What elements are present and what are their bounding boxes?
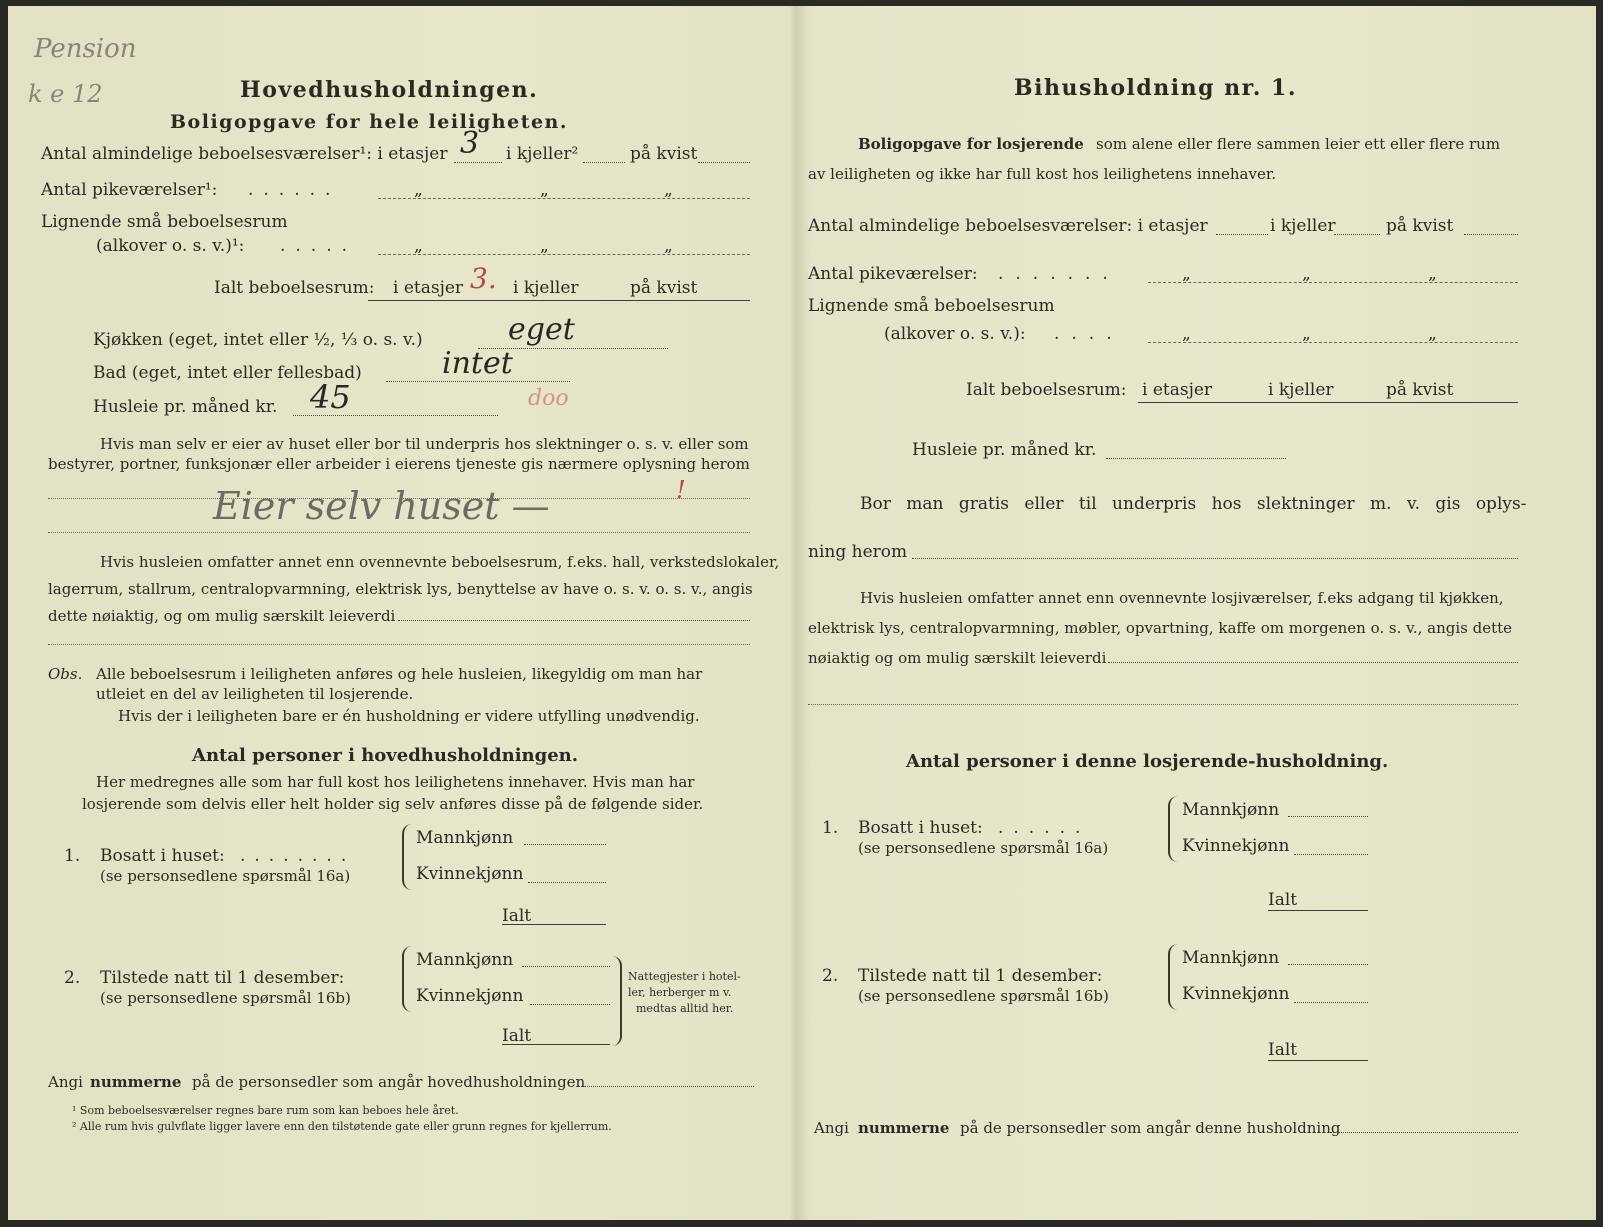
left-row1-kvist-label: på kvist bbox=[630, 144, 698, 164]
left-q1-mann: Mannkjønn bbox=[416, 828, 514, 848]
left-omfatter-line-2[interactable] bbox=[48, 644, 750, 645]
left-row3-label-a: Lignende små beboelsesrum bbox=[41, 212, 288, 232]
left-persons-2: losjerende som delvis eller helt holder sig selv anføres disse på de følgende sider. bbox=[82, 795, 704, 813]
left-q1-brace bbox=[402, 824, 412, 890]
left-omfatter-2: lagerrum, stallrum, centralopvarmning, elektrisk lys, benyttelse av have o. s. v. o. s. v., angis bbox=[48, 580, 753, 598]
left-q2-kvinne-field[interactable] bbox=[530, 1004, 610, 1005]
left-omfatter-3: dette nøiaktig, og om mulig særskilt leieverdi bbox=[48, 607, 396, 625]
right-gratis-1: Bor man gratis eller til underpris hos slektninger m. v. gis oplys- bbox=[860, 494, 1527, 514]
left-q2-num: 2. bbox=[64, 968, 81, 988]
left-eier-mark: ! bbox=[676, 476, 686, 504]
left-q1-num: 1. bbox=[64, 846, 81, 866]
left-row3-ditto-2: „ bbox=[540, 236, 549, 256]
left-subtitle: Boligopgave for hele leiligheten. bbox=[170, 111, 568, 133]
left-ialt-label: Ialt beboelsesrum: bbox=[214, 278, 375, 298]
left-eier-text-2: bestyrer, portner, funksjonær eller arbeider i eierens tjeneste gis nærmere oplysning herom bbox=[48, 455, 750, 473]
right-q2-sub: (se personsedlene spørsmål 16b) bbox=[858, 987, 1109, 1005]
left-persons-1: Her medregnes alle som har full kost hos leilighetens innehaver. Hvis man har bbox=[96, 773, 695, 791]
left-omfatter-1: Hvis husleien omfatter annet enn ovennevnte beboelsesrum, f.eks. hall, verkstedslokaler, bbox=[100, 553, 780, 571]
left-row2-field[interactable] bbox=[378, 198, 750, 199]
left-kjokken-value: eget bbox=[508, 312, 575, 347]
right-row2-ditto-3: „ bbox=[1428, 264, 1437, 284]
right-q1-brace bbox=[1168, 796, 1178, 862]
right-row1-label: Antal almindelige beboelsesværelser: i etasjer bbox=[808, 216, 1208, 236]
right-q1-mann: Mannkjønn bbox=[1182, 800, 1280, 820]
right-row3-label-b: (alkover o. s. v.): bbox=[884, 324, 1026, 344]
left-bad-field[interactable] bbox=[386, 381, 570, 382]
right-q1-kvinne-field[interactable] bbox=[1294, 854, 1368, 855]
right-ialt-underline bbox=[1138, 402, 1518, 403]
left-footnote-2: ² Alle rum hvis gulvflate ligger lavere enn den tilstøtende gate eller grunn regnes for kjellerrum. bbox=[72, 1120, 612, 1133]
right-row1-kvist-field[interactable] bbox=[1464, 234, 1518, 235]
right-row3-ditto-3: „ bbox=[1428, 324, 1437, 344]
left-row2-ditto-2: „ bbox=[540, 180, 549, 200]
left-row3-label-b: (alkover o. s. v.)¹: bbox=[96, 236, 245, 256]
left-ialt-kvist-label: på kvist bbox=[630, 278, 698, 298]
left-ialt-underline bbox=[368, 300, 750, 301]
left-row1-kjeller-label: i kjeller² bbox=[506, 144, 579, 164]
right-row2-ditto-1: „ bbox=[1182, 264, 1191, 284]
right-husleie-label: Husleie pr. måned kr. bbox=[912, 440, 1097, 460]
left-angi-field[interactable] bbox=[576, 1086, 754, 1087]
right-row2-label: Antal pikeværelser: bbox=[808, 264, 978, 284]
right-row2-ditto-2: „ bbox=[1302, 264, 1311, 284]
left-row3-field[interactable] bbox=[378, 254, 750, 255]
left-q2-label: Tilstede natt til 1 desember: bbox=[100, 968, 345, 988]
pencil-note-code: k e 12 bbox=[28, 80, 103, 108]
left-row1-etasjer-field[interactable] bbox=[454, 162, 502, 163]
right-q1-label: Bosatt i huset: bbox=[858, 818, 983, 838]
left-natt-note-2: ler, herberger m v. bbox=[628, 986, 732, 999]
left-omfatter-field[interactable] bbox=[398, 620, 750, 621]
right-row3-ditto-1: „ bbox=[1182, 324, 1191, 344]
left-ialt-etasjer-label: i etasjer bbox=[393, 278, 464, 298]
right-ialt-label: Ialt beboelsesrum: bbox=[966, 380, 1127, 400]
left-q1-leader: ........ bbox=[240, 846, 356, 866]
right-q1-leader: ...... bbox=[998, 818, 1091, 838]
left-row1-label: Antal almindelige beboelsesværelser¹: i etasjer bbox=[41, 144, 448, 164]
left-kjokken-label: Kjøkken (eget, intet eller ½, ⅓ o. s. v.) bbox=[93, 330, 423, 350]
right-omfatter-field[interactable] bbox=[1108, 662, 1518, 663]
right-q2-kvinne-field[interactable] bbox=[1294, 1002, 1368, 1003]
left-persons-title: Antal personer i hovedhusholdningen. bbox=[192, 745, 579, 766]
left-q1-mann-field[interactable] bbox=[524, 844, 606, 845]
left-row2-ditto-3: „ bbox=[664, 180, 673, 200]
left-row3-ditto-1: „ bbox=[414, 236, 423, 256]
right-omfatter-2: elektrisk lys, centralopvarmning, møbler, opvartning, kaffe om morgenen o. s. v., angis dette bbox=[808, 619, 1513, 637]
right-omfatter-line-2[interactable] bbox=[808, 704, 1518, 705]
right-angi-a: Angi bbox=[814, 1119, 849, 1137]
left-bad-value: intet bbox=[442, 346, 513, 381]
right-gratis-2: ning herom bbox=[808, 542, 908, 562]
right-q2-ialt: Ialt bbox=[1268, 1040, 1298, 1060]
right-q2-kvinne: Kvinnekjønn bbox=[1182, 984, 1290, 1004]
left-q1-sub: (se personsedlene spørsmål 16a) bbox=[100, 867, 351, 885]
right-husleie-field[interactable] bbox=[1106, 458, 1286, 459]
left-row1-etasjer-value: 3 bbox=[460, 126, 480, 161]
left-q1-kvinne: Kvinnekjønn bbox=[416, 864, 524, 884]
left-q2-brace bbox=[402, 946, 412, 1012]
left-q1-ialt: Ialt bbox=[502, 906, 532, 926]
right-row1-kjeller-label: i kjeller bbox=[1270, 216, 1336, 236]
right-angi-b: nummerne bbox=[858, 1119, 950, 1137]
left-husleie-value: 45 bbox=[310, 378, 351, 416]
left-bad-label: Bad (eget, intet eller fellesbad) bbox=[93, 363, 362, 383]
left-obs-label: Obs. bbox=[48, 665, 83, 683]
left-angi-b: nummerne bbox=[90, 1073, 182, 1091]
left-eier-line-2[interactable] bbox=[48, 532, 750, 533]
right-q1-num: 1. bbox=[822, 818, 839, 838]
right-row3-leader: .... bbox=[1054, 324, 1124, 344]
left-ialt-kjeller-label: i kjeller bbox=[513, 278, 579, 298]
left-row3-leader: ..... bbox=[280, 236, 358, 256]
pencil-note-pension: Pension bbox=[34, 34, 137, 64]
right-ialt-kvist-label: på kvist bbox=[1386, 380, 1454, 400]
left-q1-kvinne-field[interactable] bbox=[528, 882, 606, 883]
right-gratis-field[interactable] bbox=[912, 558, 1518, 559]
left-ialt-etasjer-value: 3. bbox=[470, 262, 497, 295]
left-q2-ialt-field[interactable] bbox=[502, 1044, 610, 1045]
left-row2-label: Antal pikeværelser¹: bbox=[41, 180, 218, 200]
right-q2-label: Tilstede natt til 1 desember: bbox=[858, 966, 1103, 986]
left-q1-ialt-field[interactable] bbox=[502, 924, 606, 925]
right-q1-ialt: Ialt bbox=[1268, 890, 1298, 910]
right-title: Bihusholdning nr. 1. bbox=[1014, 75, 1297, 101]
left-eier-text-1: Hvis man selv er eier av huset eller bor til underpris hos slektninger o. s. v. eller som bbox=[100, 435, 749, 453]
right-angi-c: på de personsedler som angår denne husholdning bbox=[960, 1119, 1341, 1137]
left-eier-value: Eier selv huset — bbox=[213, 484, 550, 528]
left-q2-sub: (se personsedlene spørsmål 16b) bbox=[100, 989, 351, 1007]
right-q1-ialt-field[interactable] bbox=[1268, 910, 1368, 911]
left-q1-label: Bosatt i huset: bbox=[100, 846, 225, 866]
left-q2-kvinne: Kvinnekjønn bbox=[416, 986, 524, 1006]
left-angi-c: på de personsedler som angår hovedhusholdningen bbox=[192, 1073, 586, 1091]
right-persons-title: Antal personer i denne losjerende-husholdning. bbox=[906, 751, 1389, 772]
left-q2-mann: Mannkjønn bbox=[416, 950, 514, 970]
left-husleie-label: Husleie pr. måned kr. bbox=[93, 397, 278, 417]
left-footnote-1: ¹ Som beboelsesværelser regnes bare rum som kan beboes hele året. bbox=[72, 1104, 459, 1117]
left-obs-2: utleiet en del av leiligheten til losjerende. bbox=[96, 685, 414, 703]
right-q2-mann: Mannkjønn bbox=[1182, 948, 1280, 968]
left-row2-leader: ...... bbox=[248, 180, 341, 200]
right-row3-ditto-2: „ bbox=[1302, 324, 1311, 344]
left-title: Hovedhusholdningen. bbox=[240, 77, 539, 103]
left-angi-a: Angi bbox=[48, 1073, 83, 1091]
right-omfatter-3: nøiaktig og om mulig særskilt leieverdi bbox=[808, 649, 1107, 667]
left-q2-right-brace bbox=[612, 956, 622, 1046]
left-q2-mann-field[interactable] bbox=[522, 966, 610, 967]
left-obs-1: Alle beboelsesrum i leiligheten anføres og hele husleien, likegyldig om man har bbox=[96, 665, 703, 683]
left-row1-kjeller-field[interactable] bbox=[583, 162, 625, 163]
left-row3-ditto-3: „ bbox=[664, 236, 673, 256]
left-natt-note-1: Nattegjester i hotel- bbox=[628, 970, 741, 983]
right-q2-mann-field[interactable] bbox=[1288, 964, 1368, 965]
right-omfatter-1: Hvis husleien omfatter annet enn ovennevnte losjiværelser, f.eks adgang til kjøkken, bbox=[860, 589, 1504, 607]
census-form-sheet bbox=[8, 6, 1596, 1220]
left-husleie-extra: doo bbox=[528, 386, 569, 411]
right-ialt-etasjer-label: i etasjer bbox=[1142, 380, 1213, 400]
left-husleie-field[interactable] bbox=[293, 415, 498, 416]
right-row2-leader: ....... bbox=[998, 264, 1120, 284]
left-obs-3: Hvis der i leiligheten bare er én husholdning er videre utfylling unødvendig. bbox=[118, 707, 700, 725]
right-row3-label-a: Lignende små beboelsesrum bbox=[808, 296, 1055, 316]
right-intro-c: av leiligheten og ikke har full kost hos leilighetens innehaver. bbox=[808, 165, 1277, 183]
left-row2-ditto-1: „ bbox=[414, 180, 423, 200]
right-row1-kvist-label: på kvist bbox=[1386, 216, 1454, 236]
right-q2-brace bbox=[1168, 944, 1178, 1010]
right-ialt-kjeller-label: i kjeller bbox=[1268, 380, 1334, 400]
right-row2-field[interactable] bbox=[1148, 282, 1518, 283]
right-q2-ialt-field[interactable] bbox=[1268, 1060, 1368, 1061]
left-q2-ialt: Ialt bbox=[502, 1026, 532, 1046]
right-intro-b: som alene eller flere sammen leier ett eller flere rum bbox=[1096, 135, 1501, 153]
right-q2-num: 2. bbox=[822, 966, 839, 986]
right-row1-kjeller-field[interactable] bbox=[1334, 234, 1380, 235]
left-natt-note-3: medtas alltid her. bbox=[636, 1002, 734, 1015]
right-q1-mann-field[interactable] bbox=[1288, 816, 1368, 817]
right-row3-field[interactable] bbox=[1148, 342, 1518, 343]
right-q1-sub: (se personsedlene spørsmål 16a) bbox=[858, 839, 1109, 857]
right-q1-kvinne: Kvinnekjønn bbox=[1182, 836, 1290, 856]
right-angi-field[interactable] bbox=[1330, 1132, 1518, 1133]
right-row1-etasjer-field[interactable] bbox=[1216, 234, 1268, 235]
left-row1-kvist-field[interactable] bbox=[698, 162, 750, 163]
right-intro-a: Boligopgave for losjerende bbox=[858, 135, 1084, 153]
